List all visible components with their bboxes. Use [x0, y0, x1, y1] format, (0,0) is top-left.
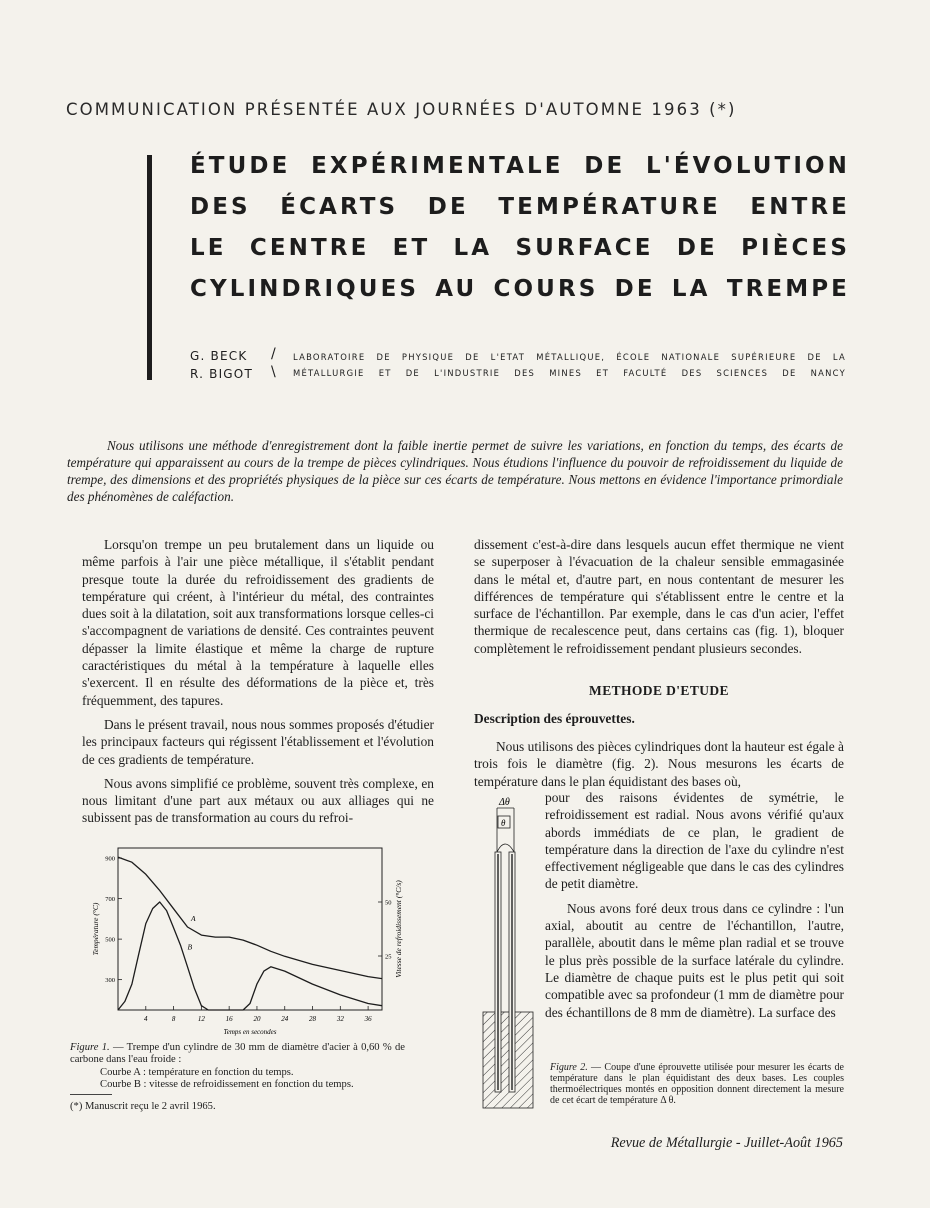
figure-1-caption-text: — Trempe d'un cylindre de 30 mm de diamètre d'acier à 0,60 % de carbone dans l'eau froide :: [70, 1042, 405, 1066]
author-name: G. BECK: [190, 349, 248, 363]
figure-1-label: Figure 1.: [70, 1042, 110, 1053]
title-line: CYLINDRIQUES AU COURS DE LA TREMPE: [190, 276, 850, 302]
paragraph: Lorsqu'on trempe un peu brutalement dans un liquide ou même parfois à l'air une pièce métallique, il s'établit pendant presque toute la durée du refroidissement des gradients de température qui créent, à l'intérieur du métal, des contraintes dues soit à la dilatation, soit aux transformations lorsque celles-ci s'accompagnent de variations de densité. Ces contraintes peuvent dépasser la limite élastique et même la charge de rupture caractéristiques du métal à la température à laquelle elles s'exercent. Il en résulte des déformations de la pièce et, très fréquemment, des tapures.: [82, 537, 434, 708]
caption-item: Courbe B : vitesse de refroidissement en fonction du temps.: [100, 1078, 354, 1090]
theta-label: θ: [501, 818, 506, 828]
abstract: Nous utilisons une méthode d'enregistrement dont la faible inertie permet de suivre les variations, en fonction du temps, des écarts de température qui apparaissent au cours de la trempe de pièces cylindriques. Nous étudions l'influence du pouvoir de refroidissement du liquide de trempe, des dimensions et des propriétés physiques de la pièce sur ces écarts de température. Nous mettons en évidence l'importance primordiale des phénomènes de caléfaction.: [67, 438, 843, 504]
title-line: LE CENTRE ET LA SURFACE DE PIÈCES: [190, 235, 850, 261]
y-tick-label: 700: [105, 896, 115, 904]
x-tick-label: 36: [364, 1015, 372, 1023]
figure-2-caption-text: — Coupe d'une éprouvette utilisée pour mesurer les écarts de température dans le plan équidistant des deux bases. Les couples thermoélectriques montés en opposition donnent directement la mesure de cet écart de température Δ θ.: [550, 1062, 844, 1106]
x-tick-label: 20: [253, 1015, 261, 1023]
journal-footer: Revue de Métallurgie - Juillet-Août 1965: [610, 1135, 843, 1151]
x-tick-label: 8: [171, 1015, 176, 1023]
column-right-wrap: [545, 789, 844, 1028]
x-tick-label: 4: [144, 1015, 148, 1023]
y-tick-label: 900: [105, 855, 115, 863]
authors: [190, 347, 253, 383]
figure-2-label: Figure 2.: [550, 1062, 588, 1073]
delta-theta-label: Δθ: [499, 797, 510, 808]
series-line-a: [118, 857, 382, 979]
plot-frame: [118, 848, 382, 1010]
y-axis-label: Température (°C): [91, 902, 100, 956]
y2-tick-label: 25: [385, 953, 392, 961]
paragraph: dissement c'est-à-dire dans lesquels aucun effet thermique ne vient se superposer à l'évacuation de la chaleur sensible emmagasinée dans le métal et, d'autre part, en nous contentant de mesurer les différences de température qui s'établissent entre le centre et la surface de l'échantillon. Par exemple, dans le cas d'un acier, l'effet thermique de recalescence peut, dans certains cas (fig. 1), bloquer complètement le refroidissement pendant plusieurs secondes.: [474, 537, 844, 656]
x-axis-label: Temps en secondes: [223, 1028, 277, 1036]
title-vertical-bar: [147, 155, 152, 380]
affiliation: [293, 349, 846, 381]
affiliation-line: LABORATOIRE DE PHYSIQUE DE L'ETAT MÉTALLIQUE, ÉCOLE NATIONALE SUPÉRIEURE DE LA: [293, 352, 846, 362]
paragraph: pour des raisons évidentes de symétrie, le refroidissement est radial. Nous avons vérifié qu'aux abords immédiats de ce plan, le gradient de température dans la direction de l'axe du cylindre n'est effectivement négligeable que dans le cas des cylindres de petit diamètre.: [545, 790, 844, 892]
title-line: DES ÉCARTS DE TEMPÉRATURE ENTRE: [190, 194, 850, 220]
figure-2-specimen-drawing: [478, 792, 538, 1110]
y2-axis-label: Vitesse de refroidissement (°C/s): [394, 880, 403, 978]
title-line: ÉTUDE EXPÉRIMENTALE DE L'ÉVOLUTION: [190, 153, 850, 179]
communication-header: COMMUNICATION PRÉSENTÉE AUX JOURNÉES D'AUTOMNE 1963 (*): [66, 100, 737, 119]
y-tick-label: 300: [105, 977, 115, 985]
x-tick-label: 16: [225, 1015, 233, 1023]
author-name: R. BIGOT: [190, 367, 253, 381]
article-title: [190, 146, 850, 310]
column-left: [82, 536, 434, 834]
paragraph: Nous avons simplifié ce problème, souvent très complexe, en nous limitant d'une part aux métaux ou aux alliages qui ne subissent pas de transformation au cours du refroi-: [82, 775, 434, 826]
paragraph: Nous avons foré deux trous dans ce cylindre : l'un axial, aboutit au centre de l'échantillon, l'autre, parallèle, aboutit dans le même plan radial et se trouve le plus près possible de la surface latérale du cylindre. Le diamètre de chaque puits est le plus petit qui soit compatible avec sa profondeur (1 mm de diamètre pour des échantillons de 8 mm de diamètre). La surface des: [545, 900, 844, 1020]
column-right-top: [474, 536, 844, 664]
subsection-heading: Description des éprouvettes.: [474, 711, 635, 726]
section-heading: METHODE D'ETUDE: [589, 683, 729, 698]
paragraph: Dans le présent travail, nous nous sommes proposés d'étudier les principaux facteurs qui régissent l'établissement et l'évolution de ces gradients de température.: [82, 716, 434, 767]
footnote-rule: [70, 1094, 112, 1095]
series-label-a: A: [190, 913, 196, 923]
caption-item: Courbe A : température en fonction du temps.: [100, 1066, 294, 1078]
y2-tick-label: 50: [385, 899, 392, 907]
figure-2-caption: [550, 1062, 844, 1106]
x-tick-label: 24: [281, 1015, 289, 1023]
paragraph: Nous utilisons des pièces cylindriques dont la hauteur est égale à trois fois le diamètre (fig. 2). Nous mesurons les écarts de température dans le plan équidistant des bases où,: [474, 739, 844, 789]
figure-1-chart: [88, 838, 408, 1038]
affiliation-line: MÉTALLURGIE ET DE L'INDUSTRIE DES MINES ET FACULTÉ DES SCIENCES DE NANCY: [293, 368, 846, 378]
series-label-b: B: [187, 942, 193, 952]
x-tick-label: 32: [336, 1015, 344, 1023]
y-tick-label: 500: [105, 936, 115, 944]
author-brace: / \: [271, 346, 276, 380]
series-line-b: [118, 902, 382, 1010]
x-tick-label: 28: [309, 1015, 317, 1023]
figure-1-caption: [70, 1042, 405, 1091]
footnote: (*) Manuscrit reçu le 2 avril 1965.: [70, 1101, 216, 1112]
x-tick-label: 12: [197, 1015, 205, 1023]
